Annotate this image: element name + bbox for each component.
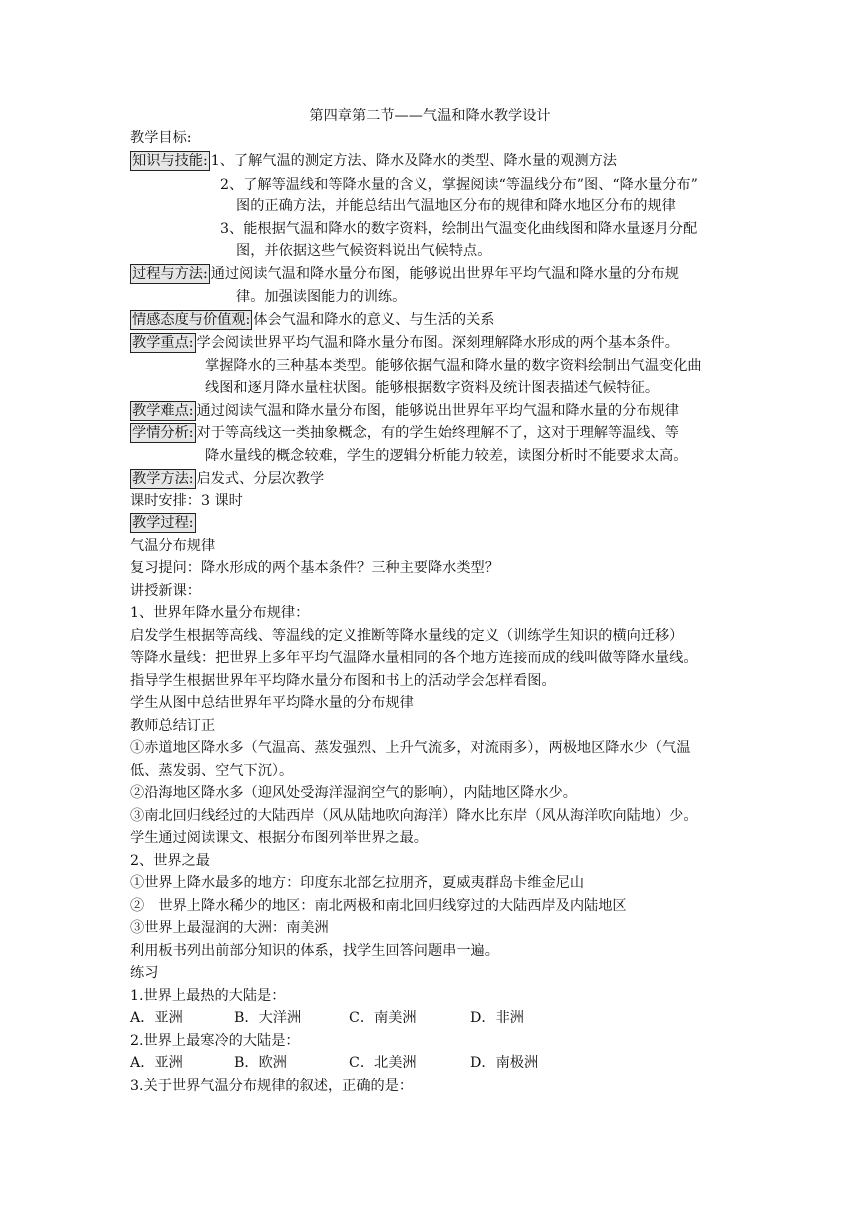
analysis-text-1: 对于等高线这一类抽象概念，有的学生始终理解不了，这对于理解等温线、等 (196, 425, 679, 441)
knowledge-tag: 知识与技能: (132, 153, 208, 169)
question-2-stem: 2.世界上最寒冷的大陆是： (130, 1033, 300, 1049)
body-line: 学生通过阅读课文、根据分布图列举世界之最。 (130, 830, 428, 846)
body-line: ③南北回归线经过的大陆西岸（风从陆地吹向海洋）降水比东岸（风从海洋吹向陆地）少。 (130, 808, 698, 824)
question-2-option-b: B．欧洲 (234, 1055, 287, 1071)
question-1-option-d: D．非洲 (470, 1010, 524, 1026)
body-line: 启发学生根据等高线、等温线的定义推断等降水量线的定义（训练学生知识的横向迁移） (130, 628, 684, 644)
body-line: 气温分布规律 (130, 538, 216, 554)
analysis-line-1 (130, 423, 679, 443)
emotion-text: 体会气温和降水的意义、与生活的关系 (253, 312, 495, 328)
body-line: 指导学生根据世界年平均降水量分布图和书上的活动学会怎样看图。 (130, 673, 556, 689)
process-line-1 (130, 264, 679, 284)
question-1-option-a: A．亚洲 (130, 1010, 183, 1026)
keypoints-tag: 教学重点: (132, 335, 194, 351)
emotion-tag: 情感态度与价值观: (132, 312, 251, 328)
analysis-line-2: 降水量线的概念较难，学生的逻辑分析能力较差，读图分析时不能要求太高。 (205, 448, 688, 464)
difficulty-text: 通过阅读气温和降水量分布图，能够说出世界年平均气温和降水量的分布规律 (196, 403, 679, 419)
schedule-line: 课时安排：3 课时 (130, 493, 243, 509)
body-line: 2、世界之最 (130, 853, 210, 869)
body-line: 1、世界年降水量分布规律： (130, 605, 310, 621)
keypoints-line-2: 掌握降水的三种基本类型。能够依据气温和降水量的数字资料绘制出气温变化曲 (205, 358, 702, 374)
question-3-stem: 3.关于世界气温分布规律的叙述，正确的是： (130, 1078, 414, 1094)
question-2-option-d: D．南极洲 (470, 1055, 539, 1071)
question-2-option-a: A．亚洲 (130, 1055, 183, 1071)
goals-heading: 教学目标: (130, 130, 192, 146)
method-tag: 教学方法: (132, 471, 194, 487)
knowledge-line-1 (130, 151, 617, 171)
keypoints-line-3: 线图和逐月降水量柱状图。能够根据数字资料及统计图表描述气候特征。 (205, 380, 660, 396)
process-heading-tag: 教学过程: (132, 515, 194, 531)
question-2-option-c: C．北美洲 (349, 1055, 417, 1071)
body-line: ①世界上降水最多的地方：印度东北部乞拉朋齐，夏威夷群岛卡维金尼山 (130, 875, 585, 891)
body-line: 练习 (130, 965, 159, 981)
body-line: 学生从图中总结世界年平均降水量的分布规律 (130, 695, 414, 711)
process-line-2: 律。加强读图能力的训练。 (236, 289, 407, 305)
question-1-stem: 1.世界上最热的大陆是： (130, 988, 286, 1004)
document-title: 第四章第二节——气温和降水教学设计 (309, 108, 551, 124)
question-1-option-b: B．大洋洲 (234, 1010, 302, 1026)
difficulty-tag: 教学难点: (132, 403, 194, 419)
body-line: ①赤道地区降水多（气温高、蒸发强烈、上升气流多，对流雨多），两极地区降水少（气温 (130, 740, 691, 756)
knowledge-text-1: 1、了解气温的测定方法、降水及降水的类型、降水量的观测方法 (210, 153, 617, 169)
knowledge-line-2: 2、了解等温线和等降水量的含义，掌握阅读“等温线分布”图、“降水量分布” (220, 177, 698, 193)
body-line: 讲授新课： (130, 583, 201, 599)
body-line: 复习提问：降水形成的两个基本条件？三种主要降水类型？ (130, 560, 499, 576)
knowledge-line-4: 3、能根据气温和降水的数字资料，绘制出气温变化曲线图和降水量逐月分配 (220, 221, 698, 237)
knowledge-line-5: 图，并依据这些气候资料说出气候特点。 (236, 243, 492, 259)
analysis-tag: 学情分析: (132, 425, 194, 441)
body-line: ②沿海地区降水多（迎风处受海洋湿润空气的影响），内陆地区降水少。 (130, 785, 577, 801)
knowledge-line-3: 图的正确方法，并能总结出气温地区分布的规律和降水地区分布的规律 (236, 198, 676, 214)
body-line: 利用板书列出前部分知识的体系，找学生回答问题串一遍。 (130, 943, 499, 959)
body-line: ③世界上最湿润的大洲：南美洲 (130, 920, 329, 936)
method-line (130, 469, 324, 489)
body-line: 低、蒸发弱、空气下沉）。 (130, 763, 294, 779)
method-text: 启发式、分层次教学 (196, 471, 325, 487)
difficulty-line (130, 401, 679, 421)
process-tag: 过程与方法: (132, 266, 208, 282)
process-heading-line (130, 513, 197, 533)
body-line: 等降水量线：把世界上多年平均气温降水量相同的各个地方连接而成的线叫做等降水量线。 (130, 650, 698, 666)
body-line: 教师总结订正 (130, 718, 216, 734)
keypoints-line-1 (130, 333, 679, 353)
question-1-option-c: C．南美洲 (349, 1010, 417, 1026)
keypoints-text-1: 学会阅读世界平均气温和降水量分布图。深刻理解降水形成的两个基本条件。 (196, 335, 679, 351)
emotion-line (130, 310, 494, 330)
body-line: ② 世界上降水稀少的地区：南北两极和南北回归线穿过的大陆西岸及内陆地区 (130, 898, 627, 914)
process-text-1: 通过阅读气温和降水量分布图，能够说出世界年平均气温和降水量的分布规 (210, 266, 679, 282)
